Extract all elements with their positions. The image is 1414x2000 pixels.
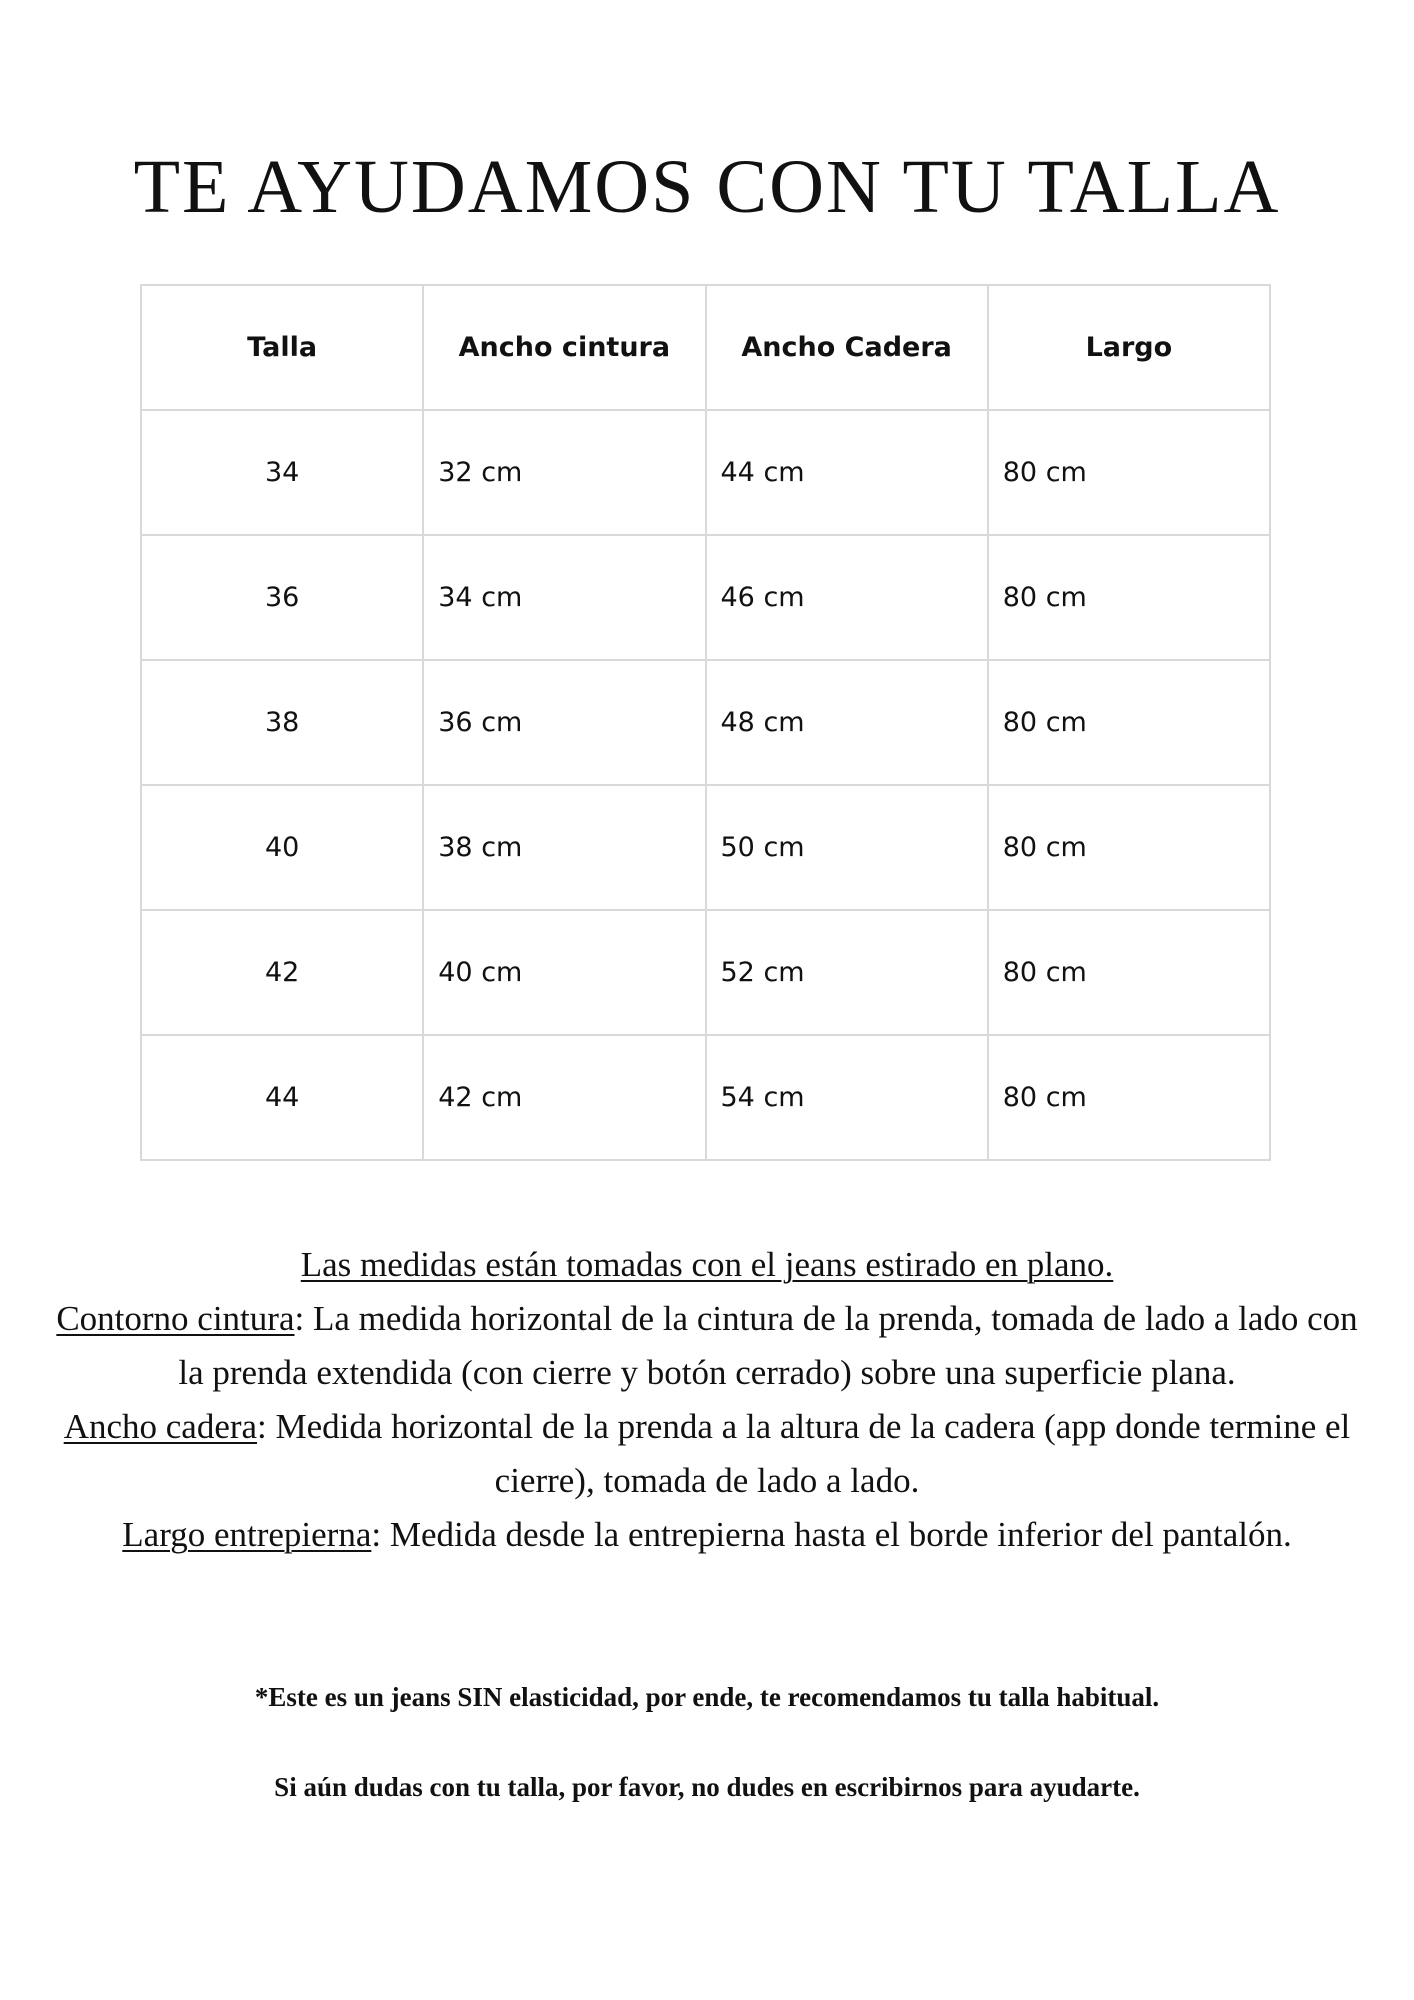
desc-contorno-cintura: : La medida horizontal de la cintura de la prenda, tomada de lado a lado con la prenda extendida (con cierre y botón cerrado) sobre una superficie plana. (178, 1299, 1358, 1392)
term-largo-entrepierna: Largo entrepierna (122, 1515, 372, 1554)
term-contorno-cintura: Contorno cintura (56, 1299, 295, 1338)
note-contorno-cintura (40, 1292, 1374, 1400)
cell-ancho-cintura: 34 cm (423, 535, 705, 660)
notes-intro (40, 1238, 1374, 1292)
cell-ancho-cadera: 48 cm (706, 660, 988, 785)
contact-note: Si aún dudas con tu talla, por favor, no dudes en escribirnos para ayudarte. (274, 1772, 1140, 1802)
cell-ancho-cintura: 42 cm (423, 1035, 705, 1160)
cell-ancho-cadera: 44 cm (706, 410, 988, 535)
table-header-row (141, 285, 1270, 410)
desc-largo-entrepierna: : Medida desde la entrepierna hasta el borde inferior del pantalón. (371, 1515, 1292, 1554)
cell-largo: 80 cm (988, 910, 1270, 1035)
note-ancho-cadera (40, 1400, 1374, 1508)
cell-largo: 80 cm (988, 535, 1270, 660)
cell-talla: 38 (141, 660, 423, 785)
desc-ancho-cadera: : Medida horizontal de la prenda a la altura de la cadera (app donde termine el cierre), tomada de lado a lado. (257, 1407, 1351, 1500)
cell-largo: 80 cm (988, 1035, 1270, 1160)
cell-largo: 80 cm (988, 785, 1270, 910)
measurement-notes (40, 1238, 1374, 1562)
table-row (141, 660, 1270, 785)
cell-talla: 42 (141, 910, 423, 1035)
table-row (141, 410, 1270, 535)
cell-largo: 80 cm (988, 410, 1270, 535)
table-row (141, 535, 1270, 660)
cell-talla: 40 (141, 785, 423, 910)
cell-ancho-cintura: 36 cm (423, 660, 705, 785)
cell-talla: 36 (141, 535, 423, 660)
header-talla: Talla (141, 285, 423, 410)
page-title: TE AYUDAMOS CON TU TALLA (133, 145, 1281, 229)
cell-ancho-cadera: 54 cm (706, 1035, 988, 1160)
elasticity-note: *Este es un jeans SIN elasticidad, por ende, te recomendamos tu talla habitual. (254, 1682, 1160, 1712)
table-row (141, 910, 1270, 1035)
note-largo-entrepierna (40, 1508, 1374, 1562)
header-largo: Largo (988, 285, 1270, 410)
term-ancho-cadera: Ancho cadera (63, 1407, 258, 1446)
cell-ancho-cadera: 52 cm (706, 910, 988, 1035)
cell-largo: 80 cm (988, 660, 1270, 785)
header-ancho-cadera: Ancho Cadera (706, 285, 988, 410)
header-ancho-cintura: Ancho cintura (423, 285, 705, 410)
table-row (141, 785, 1270, 910)
size-table (140, 284, 1271, 1161)
cell-ancho-cintura: 38 cm (423, 785, 705, 910)
cell-ancho-cintura: 40 cm (423, 910, 705, 1035)
cell-talla: 44 (141, 1035, 423, 1160)
cell-talla: 34 (141, 410, 423, 535)
cell-ancho-cadera: 46 cm (706, 535, 988, 660)
cell-ancho-cadera: 50 cm (706, 785, 988, 910)
notes-intro-text: Las medidas están tomadas con el jeans estirado en plano. (300, 1245, 1114, 1284)
table-row (141, 1035, 1270, 1160)
cell-ancho-cintura: 32 cm (423, 410, 705, 535)
